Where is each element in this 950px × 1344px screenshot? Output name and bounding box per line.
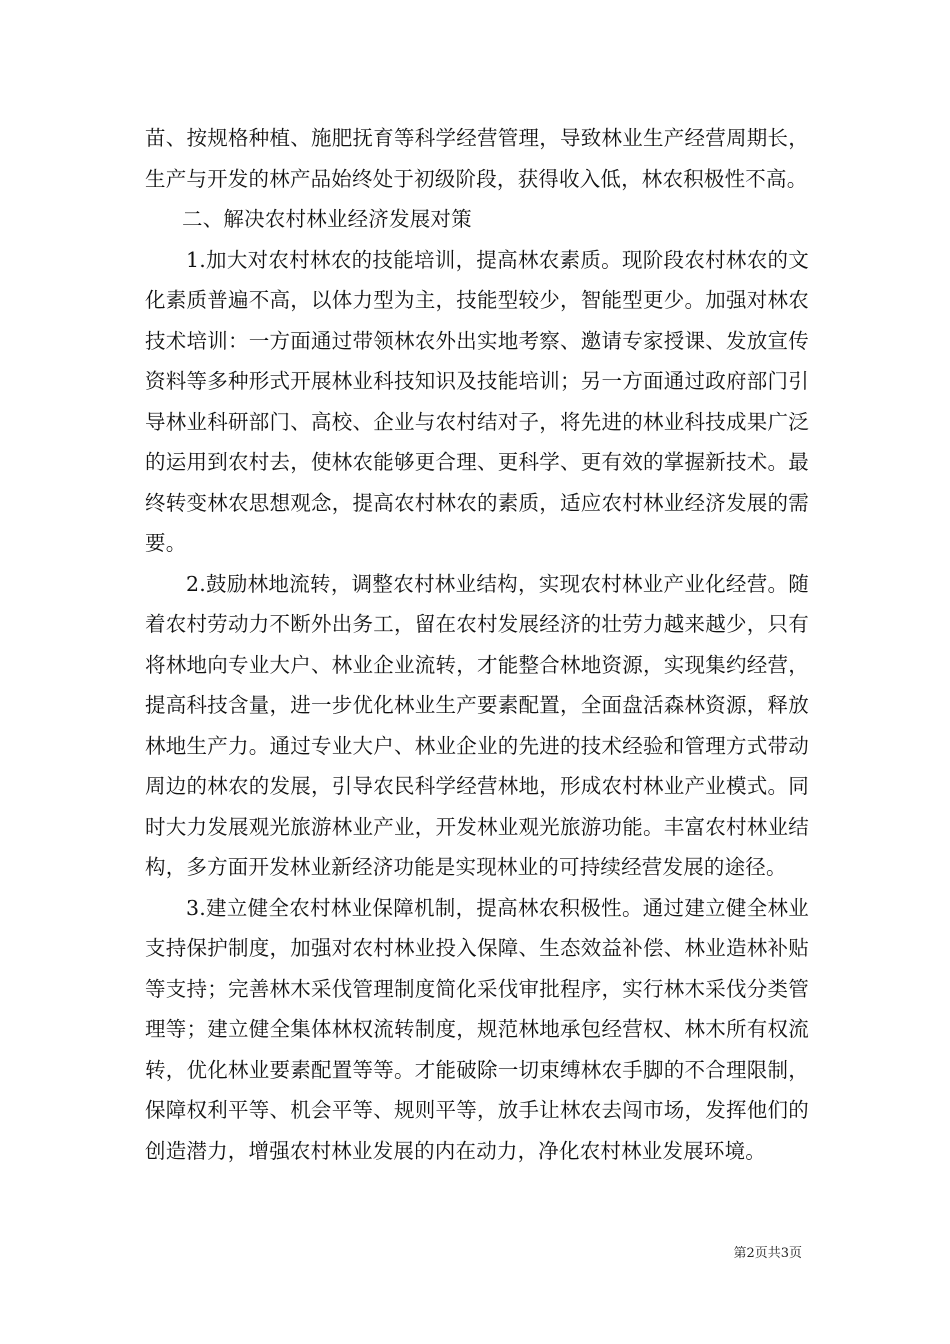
paragraph-continuation: 苗、按规格种植、施肥抚育等科学经营管理，导致林业生产经营周期长，生产与开发的林产品始终处于初级阶段，获得收入低，林农积极性不高。 bbox=[145, 126, 809, 191]
paragraph-item-2: 2.鼓励林地流转，调整农村林业结构，实现农村林业产业化经营。随着农村劳动力不断外出务工，留在农村发展经济的壮劳力越来越少，只有将林地向专业大户、林业企业流转，才能整合林地资源，实现集约经营，提高科技含量，进一步优化林业生产要素配置，全面盘活森林资源，释放林地生产力。通过专业大户、林业企业的先进的技术经验和管理方式带动周边的林农的发展，引导农民科学经营林地，形成农村林业产业模式。同时大力发展观光旅游林业产业，开发林业观光旅游功能。丰富农村林业结构，多方面开发林业新经济功能是实现林业的可持续经营发展的途径。 bbox=[145, 571, 809, 879]
document-body bbox=[145, 118, 809, 1171]
page-number-footer: 第2页共3页 bbox=[733, 1246, 802, 1261]
section-heading: 二、解决农村林业经济发展对策 bbox=[182, 207, 472, 231]
paragraph-item-3: 3.建立健全农村林业保障机制，提高林农积极性。通过建立健全林业支持保护制度，加强对农村林业投入保障、生态效益补偿、林业造林补贴等支持；完善林木采伐管理制度简化采伐审批程序，实行林木采伐分类管理等；建立健全集体林权流转制度，规范林地承包经营权、林木所有权流转，优化林业要素配置等等。才能破除一切束缚林农手脚的不合理限制，保障权利平等、机会平等、规则平等，放手让林农去闯市场，发挥他们的创造潜力，增强农村林业发展的内在动力，净化农村林业发展环境。 bbox=[145, 895, 809, 1163]
paragraph-item-1: 1.加大对农村林农的技能培训，提高林农素质。现阶段农村林农的文化素质普遍不高，以体力型为主，技能型较少，智能型更少。加强对林农技术培训：一方面通过带领林农外出实地考察、邀请专家授课、发放宣传资料等多种形式开展林业科技知识及技能培训；另一方面通过政府部门引导林业科研部门、高校、企业与农村结对子，将先进的林业科技成果广泛的运用到农村去，使林农能够更合理、更科学、更有效的掌握新技术。最终转变林农思想观念，提高农村林农的素质，适应农村林业经济发展的需要。 bbox=[145, 247, 809, 555]
